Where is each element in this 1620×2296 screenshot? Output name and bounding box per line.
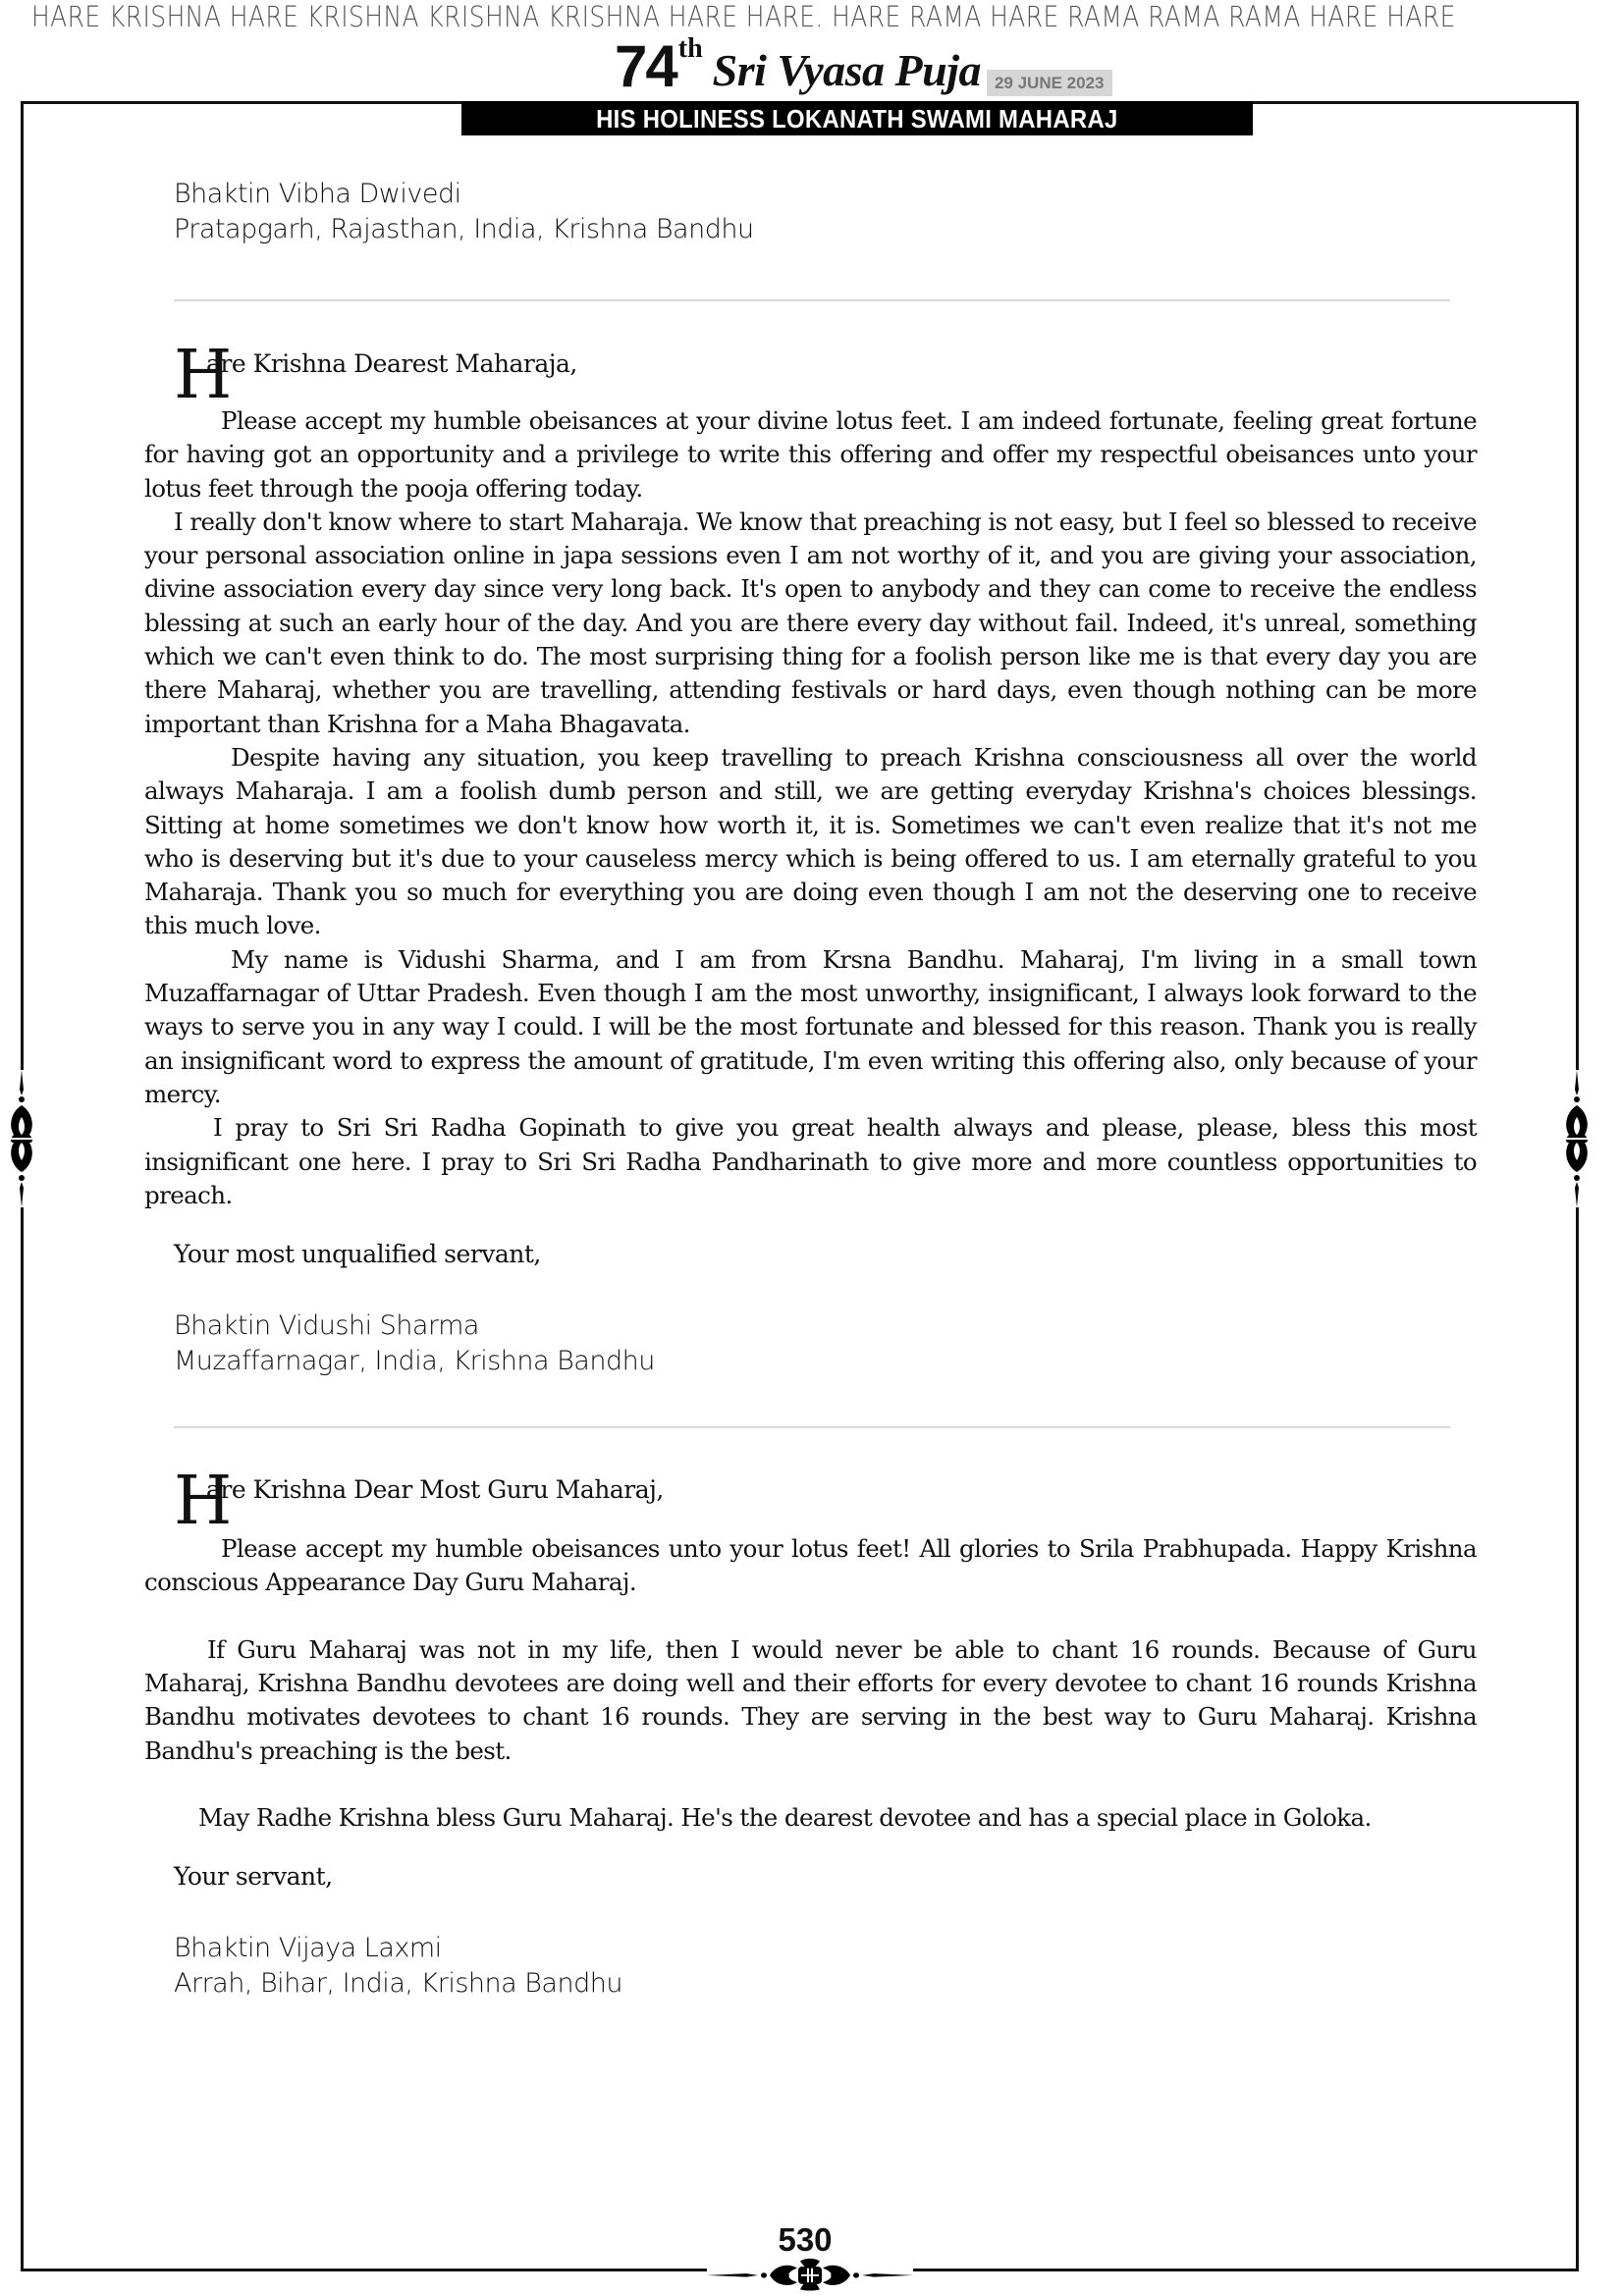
closing-line: Your most unqualified servant,: [174, 1240, 541, 1269]
author-location: Pratapgarh, Rajasthan, India, Krishna Bandhu: [174, 214, 754, 244]
paragraph: Please accept my humble obeisances at your divine lotus feet. I am indeed fortunate, feeling great fortune for having got an opportunity and a privilege to write this offering and offer my respectful obeisances unto your lotus feet through the pooja offering today.: [144, 406, 1477, 503]
paragraph: May Radhe Krishna bless Guru Maharaj. He's the dearest devotee and has a special place in Goloka.: [198, 1802, 1372, 1832]
salutation: are Krishna Dearest Maharaja,: [206, 349, 577, 378]
fleuron-divider-icon: [707, 2258, 913, 2291]
author-location: Arrah, Bihar, India, Krishna Bandhu: [174, 1968, 622, 2000]
salutation-row: [174, 1463, 1477, 1541]
fleuron-icon: [6, 1070, 37, 1207]
paragraph: Despite having any situation, you keep travelling to preach Krishna consciousness all over the world always Maharaja. I am a foolish dumb person and still, we are getting everyday Krishna's choices blessings. Sitting at home sometimes we don't know how worth it, it is. Sometimes we can't even realize that it's not me who is deserving but it's due to your causeless mercy which is being offered to us. I am eternally grateful to you Maharaja. Thank you so much for everything you are doing even though I am not the deserving one to receive this much love.: [144, 742, 1477, 940]
offering: [144, 337, 1477, 1428]
offering-body: [144, 1532, 1477, 1835]
signature: [144, 1931, 1477, 2002]
fleuron-icon: [1561, 1070, 1593, 1207]
paragraph: My name is Vidushi Sharma, and I am from Krsna Bandhu. Maharaj, I'm living in a small town Muzaffarnagar of Uttar Pradesh. Even though I am the most unworthy, insignificant, I always look forward to the ways to serve you in any way I could. I will be the most fortunate and blessed for this reason. Thank you is really an insignificant word to express the amount of gratitude, I'm even writing this offering also, only because of your mercy.: [144, 944, 1477, 1108]
section-divider: [174, 1426, 1450, 1428]
paragraph: Please accept my humble obeisances unto your lotus feet! All glories to Srila Prabhupada. Happy Krishna conscious Appearance Day Guru Maharaj.: [144, 1534, 1477, 1597]
author-name: Bhaktin Vijaya Laxmi: [174, 1933, 442, 1964]
banner-text: HIS HOLINESS LOKANATH SWAMI MAHARAJ: [596, 104, 1118, 133]
author-name: Bhaktin Vibha Dwivedi: [174, 179, 461, 209]
paragraph: If Guru Maharaj was not in my life, then I would never be able to chant 16 rounds. Because of Guru Maharaj, Krishna Bandhu devotees are doing well and their efforts for every devotee to chant 16 rounds Krishna Bandhu motivates devotees to chant 16 rounds. They are serving in the best way to Guru Maharaj. Krishna Bandhu's preaching is the best.: [144, 1634, 1477, 1765]
salutation-row: [174, 337, 1477, 414]
author-location: Muzaffarnagar, India, Krishna Bandhu: [174, 1346, 655, 1377]
salutation: are Krishna Dear Most Guru Maharaj,: [206, 1475, 664, 1505]
title-superscript: th: [677, 33, 703, 64]
section-divider: [174, 299, 1450, 301]
signature: [144, 1308, 1477, 1379]
offering: [144, 1463, 1477, 2002]
page-title: [615, 29, 1112, 100]
paragraph: I pray to Sri Sri Radha Gopinath to give you great health always and please, please, bless this most insignificant one here. I pray to Sri Sri Radha Pandharinath to give more and more countless opportunities to preach.: [144, 1113, 1477, 1209]
page-number: 530: [778, 2221, 833, 2258]
header-chant: HARE KRISHNA HARE KRISHNA KRISHNA KRISHNA HARE HARE. HARE RAMA HARE RAMA RAMA RAMA HARE HARE: [31, 0, 1456, 33]
date-badge: 29 JUNE 2023: [987, 70, 1112, 96]
author-name: Bhaktin Vidushi Sharma: [174, 1310, 479, 1342]
header-banner: [461, 101, 1253, 135]
offering-body: [144, 404, 1477, 1212]
title-number: 74: [615, 33, 676, 99]
paragraph: I really don't know where to start Maharaja. We know that preaching is not easy, but I feel so blessed to receive your personal association online in japa sessions even I am not worthy of it, and you are giving your association, divine association every day since very long back. It's open to anybody and they can come to receive the endless blessing at such an early hour of the day. And you are there every day without fail. Indeed, it's unreal, something which we can't even think to do. The most surprising thing for a foolish person like me is that every day you are there Maharaj, whether you are travelling, attending festivals or hard days, even though nothing can be more important than Krishna for a Maha Bhagavata.: [144, 507, 1477, 738]
page-content: [144, 177, 1477, 2002]
title-text: Sri Vyasa Puja: [712, 45, 981, 95]
drop-cap: H: [174, 337, 233, 414]
offering: [144, 177, 1477, 301]
drop-cap: H: [174, 1463, 233, 1541]
closing-line: Your servant,: [174, 1862, 333, 1892]
